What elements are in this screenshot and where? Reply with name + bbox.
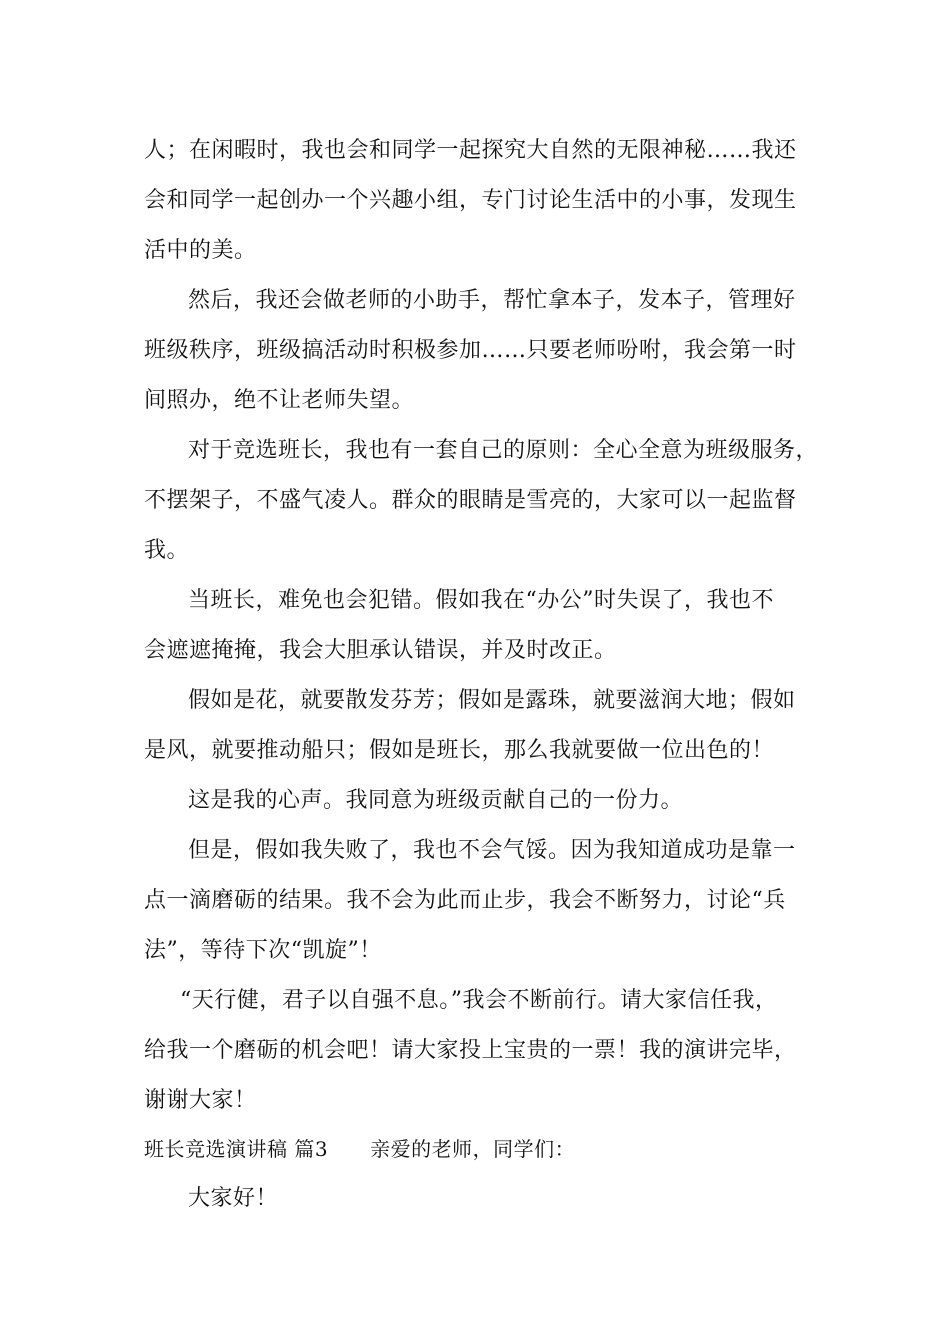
greeting: 大家好！ bbox=[188, 1186, 279, 1211]
paragraph-line: “天行健，君子以自强不息。”我会不断前行。请大家信任我， bbox=[180, 988, 778, 1013]
paragraph-line: 点一滴磨砺的结果。我不会为此而止步，我会不断努力，讨论“兵 bbox=[144, 888, 786, 913]
section-heading bbox=[144, 1134, 834, 1164]
paragraph-line: 当班长，难免也会犯错。假如我在“办公”时失误了，我也不 bbox=[188, 588, 774, 613]
section-title: 班长竞选演讲稿 篇3 bbox=[144, 1137, 329, 1161]
paragraph-line: 假如是花，就要散发芬芳；假如是露珠，就要滋润大地；假如 bbox=[188, 688, 796, 713]
paragraph-line: 法”，等待下次“凯旋”！ bbox=[144, 938, 382, 963]
paragraph-line: 谢谢大家！ bbox=[144, 1088, 257, 1113]
paragraph-line: 人；在闲暇时，我也会和同学一起探究大自然的无限神秘……我还 bbox=[144, 138, 797, 163]
paragraph-line: 但是，假如我失败了，我也不会气馁。因为我知道成功是靠一 bbox=[188, 838, 796, 863]
paragraph-line: 是风，就要推动船只；假如是班长，那么我就要做一位出色的！ bbox=[144, 738, 775, 763]
paragraph-line: 我。 bbox=[144, 538, 190, 563]
paragraph-line: 会遮遮掩掩，我会大胆承认错误，并及时改正。 bbox=[144, 638, 617, 663]
paragraph-line: 不摆架子，不盛气凌人。群众的眼睛是雪亮的，大家可以一起监督 bbox=[144, 488, 797, 513]
paragraph-line: 会和同学一起创办一个兴趣小组，专门讨论生活中的小事，发现生 bbox=[144, 188, 797, 213]
paragraph-line: 对于竞选班长，我也有一套自己的原则：全心全意为班级服务， bbox=[188, 438, 819, 463]
paragraph-line: 班级秩序，班级搞活动时积极参加……只要老师吩咐，我会第一时 bbox=[144, 338, 797, 363]
salutation: 亲爱的老师，同学们： bbox=[370, 1137, 576, 1161]
paragraph-line: 然后，我还会做老师的小助手，帮忙拿本子，发本子，管理好 bbox=[188, 288, 796, 313]
paragraph-line: 活中的美。 bbox=[144, 238, 257, 263]
paragraph-line: 这是我的心声。我同意为班级贡献自己的一份力。 bbox=[188, 788, 684, 813]
paragraph-line: 间照办，绝不让老师失望。 bbox=[144, 388, 415, 413]
paragraph-line: 给我一个磨砺的机会吧！请大家投上宝贵的一票！我的演讲完毕， bbox=[144, 1038, 797, 1063]
